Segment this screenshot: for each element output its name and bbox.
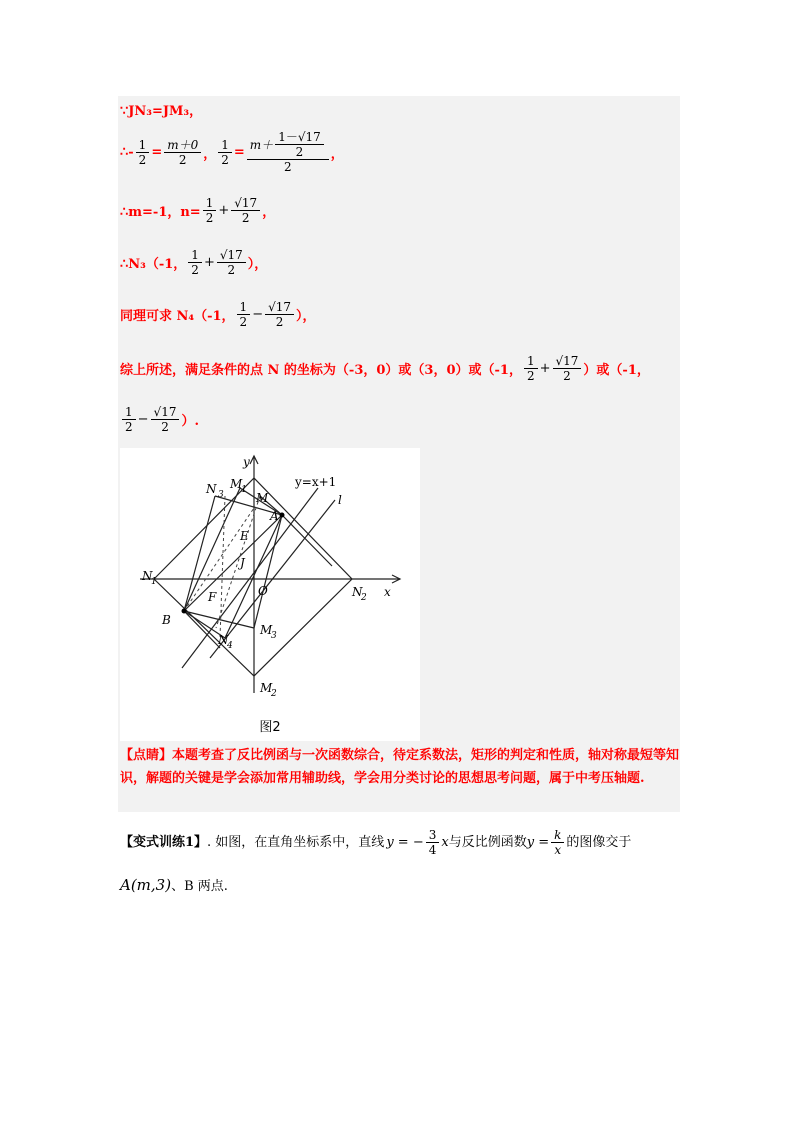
label-x: x (384, 585, 391, 599)
exercise-tag: 【变式训练1】 (120, 834, 208, 850)
segment-b-m3 (184, 611, 254, 628)
solution-line-5: 同理可求 N₄（-1， $\frac{1}{2}$ − $\frac{√17}{2}$ ）， (120, 300, 316, 329)
label-y: y (243, 455, 250, 469)
label-o: O (258, 584, 268, 598)
parallelogram-n3 (184, 496, 282, 638)
solution-line-6: 综上所述，满足条件的点 N 的坐标为（-3，0）或（3，0）或（-1， $\frac{1}{2}$ + $\frac{√17}{2}$ ）或（-1， (120, 354, 650, 383)
exercise-block (120, 828, 680, 897)
inverse-equation: y = (526, 834, 550, 850)
label-line-eq: y=x+1 (295, 475, 337, 489)
fraction-half-2: $\frac{1}{2}$ (218, 138, 232, 167)
therefore-minus: ∴- (120, 144, 134, 160)
geometry-figure (120, 448, 420, 741)
label-n3: N (206, 482, 217, 496)
fraction-m-plus-0: $\frac{m+0}{2}$ (164, 138, 201, 167)
point-a (280, 513, 285, 518)
exercise-line-2: A(m,3)、B 两点. (120, 876, 228, 894)
line-1-text: ∵JN₃=JM₃， (120, 104, 203, 119)
key-point-note: 【点睛】本题考查了反比例函与一次函数综合，待定系数法，矩形的判定和性质，轴对称最短等知识，解题的关键是学会添加常用辅助线，学会用分类讨论的思想思考问题，属于中考压轴题. (120, 748, 680, 786)
label-m1: M (230, 477, 243, 491)
label-m2: M (260, 681, 273, 695)
label-n4: N (218, 633, 229, 647)
label-m4: M (256, 491, 269, 505)
exercise-line-1: 【变式训练1】 . 如图，在直角坐标系中，直线 y = − $\frac{3}{4}$ x 与反比例函数 y = $\frac{k}{x}$ 的图像交于 (120, 828, 632, 857)
fraction-half: $\frac{1}{2}$ (136, 138, 150, 167)
label-n3-sub: 3 (218, 490, 224, 500)
label-n2-sub: 2 (361, 593, 367, 603)
label-l: l (338, 493, 342, 507)
label-f: F (208, 590, 217, 604)
line-y-x-plus-1 (182, 488, 318, 668)
solution-line-4: ∴N₃（-1， $\frac{1}{2}$ + $\frac{√17}{2}$ ）， (120, 248, 268, 277)
point-a-m-3: A(m,3) (120, 876, 172, 894)
label-m2-sub: 2 (271, 689, 277, 699)
label-n4-sub: 4 (227, 641, 233, 651)
solution-line-3: ∴m=-1，n= $\frac{1}{2}$ + $\frac{√17}{2}$ ， (120, 196, 276, 225)
geometry-diagram (120, 448, 420, 741)
point-b (182, 609, 187, 614)
line-equation: y = − (386, 834, 424, 850)
fraction-nested: m＋ $\frac{1-√17}{2}$ 2 (247, 130, 329, 174)
label-a: A (270, 509, 279, 523)
label-m3: M (260, 623, 273, 637)
solution-line-1 (120, 100, 202, 119)
label-b: B (162, 613, 171, 627)
label-m1-sub: 1 (241, 485, 247, 495)
label-e: E (240, 529, 249, 543)
label-n1-sub: 1 (151, 577, 157, 587)
dashed-n3-n4 (220, 496, 225, 638)
label-m3-sub: 3 (271, 631, 277, 641)
label-n1: N (142, 569, 153, 583)
solution-line-2: ∴- $\frac{1}{2}$ = $\frac{m+0}{2}$ ， $\frac{1}{2}$ = m＋ $\frac{1-√17}{2}$ 2 ， (120, 130, 344, 174)
figure-caption: 图2 (259, 720, 281, 735)
label-n2: N (352, 585, 363, 599)
solution-line-7: $\frac{1}{2}$ − $\frac{√17}{2}$ ）. (120, 405, 199, 434)
label-j: J (240, 556, 245, 570)
